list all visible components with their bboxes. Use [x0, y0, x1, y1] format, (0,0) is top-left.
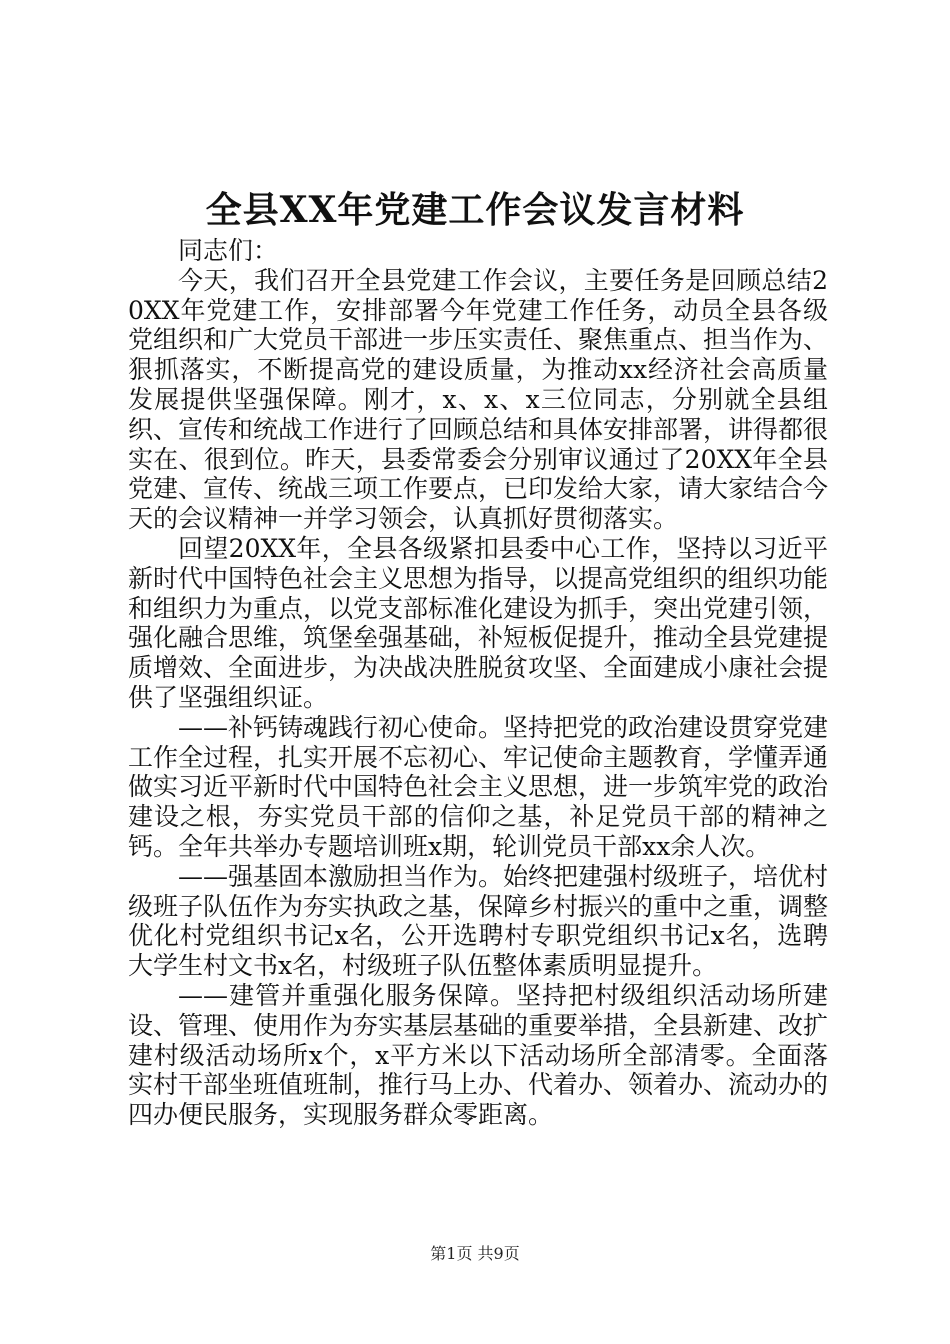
paragraph-5: ——建管并重强化服务保障。坚持把村级组织活动场所建设、管理、使用作为夯实基层基础的重要举措，全县新建、改扩建村级活动场所x个，x平方米以下活动场所全部清零。全面落实村干部坐班值班制，推行马上办、代着办、领着办、流动办的四办便民服务，实现服务群众零距离。 [128, 980, 829, 1130]
paragraph-2: 回望20XX年，全县各级紧扣县委中心工作，坚持以习近平新时代中国特色社会主义思想为指导，以提高党组织的组织功能和组织力为重点，以党支部标准化建设为抓手，突出党建引领，强化融合思维，筑堡垒强基础，补短板促提升，推动全县党建提质增效、全面进步，为决战决胜脱贫攻坚、全面建成小康社会提供了坚强组织证。 [128, 533, 829, 712]
paragraph-3: ——补钙铸魂践行初心使命。坚持把党的政治建设贯穿党建工作全过程，扎实开展不忘初心、牢记使命主题教育，学懂弄通做实习近平新时代中国特色社会主义思想，进一步筑牢党的政治建设之根，夯实党员干部的信仰之基，补足党员干部的精神之钙。全年共举办专题培训班x期，轮训党员干部xx余人次。 [128, 712, 829, 861]
document-body [128, 236, 828, 1130]
greeting: 同志们： [178, 236, 279, 265]
page-number-footer: 第1页 共9页 [430, 1244, 520, 1263]
paragraph-4: ——强基固本激励担当作为。始终把建强村级班子，培优村级班子队伍作为夯实执政之基，保障乡村振兴的重中之重，调整优化村党组织书记x名，公开选聘村专职党组织书记x名，选聘大学生村文书x名，村级班子队伍整体素质明显提升。 [128, 861, 829, 981]
document-title: 全县XX年党建工作会议发言材料 [205, 189, 745, 231]
paragraph-1: 今天，我们召开全县党建工作会议，主要任务是回顾总结20XX年党建工作，安排部署今年党建工作任务，动员全县各级党组织和广大党员干部进一步压实责任、聚焦重点、担当作为、狠抓落实，不断提高党的建设质量，为推动xx经济社会高质量发展提供坚强保障。刚才，x、x、x三位同志，分别就全县组织、宣传和统战工作进行了回顾总结和具体安排部署，讲得都很实在、很到位。昨天，县委常委会分别审议通过了20XX年全县党建、宣传、统战三项工作要点，已印发给大家，请大家结合今天的会议精神一并学习领会，认真抓好贯彻落实。 [128, 265, 829, 534]
